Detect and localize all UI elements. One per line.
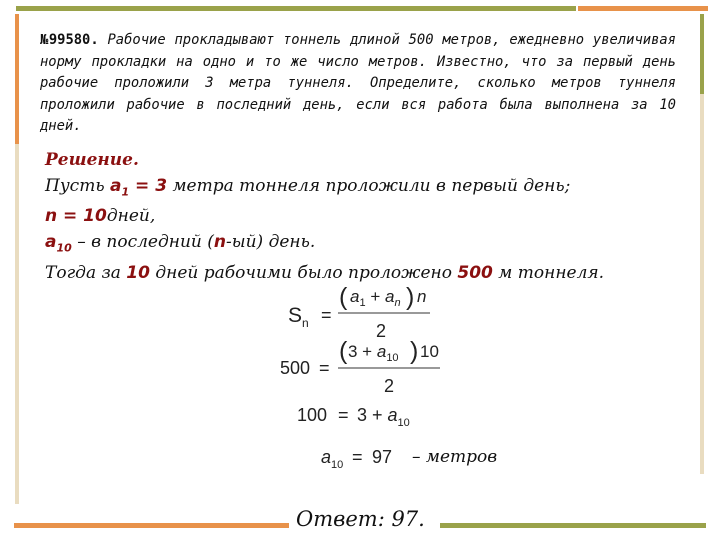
svg-text:10: 10 <box>420 342 439 361</box>
svg-text:): ) <box>410 337 419 365</box>
svg-text:a1 + an: $a_1 + a_n$ <box>350 287 401 309</box>
svg-text:a10: $a_{10}$ <box>321 447 344 471</box>
line2-post: дней, <box>106 206 156 227</box>
result-unit: – метров <box>412 447 498 467</box>
problem-text: Рабочие прокладывают тоннель длиной 500 метров, ежедневно увеличивая норму прокладки на одно и то же число метров. Известно, что за первый день рабочие проложили 3 метра туннеля. Определите, сколько метров туннеля проложили рабочие в последний день, если вся работа была выполнена за 10 дней. <box>40 32 676 134</box>
line4-total: 500 <box>457 262 493 283</box>
line1-pre: Пусть <box>45 175 110 196</box>
svg-text:(: ( <box>339 283 348 311</box>
line4-mid: дней рабочими было проложено <box>149 262 458 283</box>
solution-title: Решение. <box>45 150 139 170</box>
formula-substituted <box>280 337 440 396</box>
svg-text:=: = <box>319 358 330 378</box>
line3-var: $a_{10}$ <box>45 231 72 255</box>
svg-text:2: 2 <box>384 376 395 396</box>
line4-post: м тоннеля. <box>492 262 605 283</box>
svg-text:500: 500 <box>280 358 311 378</box>
line3-n: n <box>213 231 227 252</box>
line1-post: метра тоннеля проложили в первый день; <box>167 175 571 196</box>
line3-post-a: – в последний ( <box>71 231 214 252</box>
svg-text:Sn: $S_n$ <box>288 304 309 330</box>
svg-text:3 + a10: $3 + a_{10}$ <box>348 342 399 364</box>
line2-var: n = 10 <box>45 206 107 227</box>
svg-text:n: n <box>417 287 427 306</box>
formula-sum <box>288 283 430 341</box>
svg-text:2: 2 <box>376 321 387 341</box>
svg-text:): ) <box>406 283 415 311</box>
line4-n: 10 <box>126 262 150 283</box>
svg-text:100: 100 <box>297 405 328 425</box>
answer-text: Ответ: 97. <box>296 507 425 531</box>
formula-reduced <box>297 405 410 429</box>
formula-result <box>321 447 392 471</box>
line1-var: $a_1 = 3$ <box>110 175 168 198</box>
svg-text:(: ( <box>339 337 348 365</box>
svg-text:=: = <box>352 447 363 467</box>
svg-text:3 + a10: $3 + a_{10}$ <box>357 405 410 429</box>
svg-text:=: = <box>338 405 349 425</box>
svg-text:=: = <box>321 305 332 325</box>
line4-pre: Тогда за <box>45 262 127 283</box>
line3-post-b: -ый) день. <box>226 231 316 252</box>
problem-number: №99580. <box>40 32 99 48</box>
svg-text:97: 97 <box>372 447 393 467</box>
